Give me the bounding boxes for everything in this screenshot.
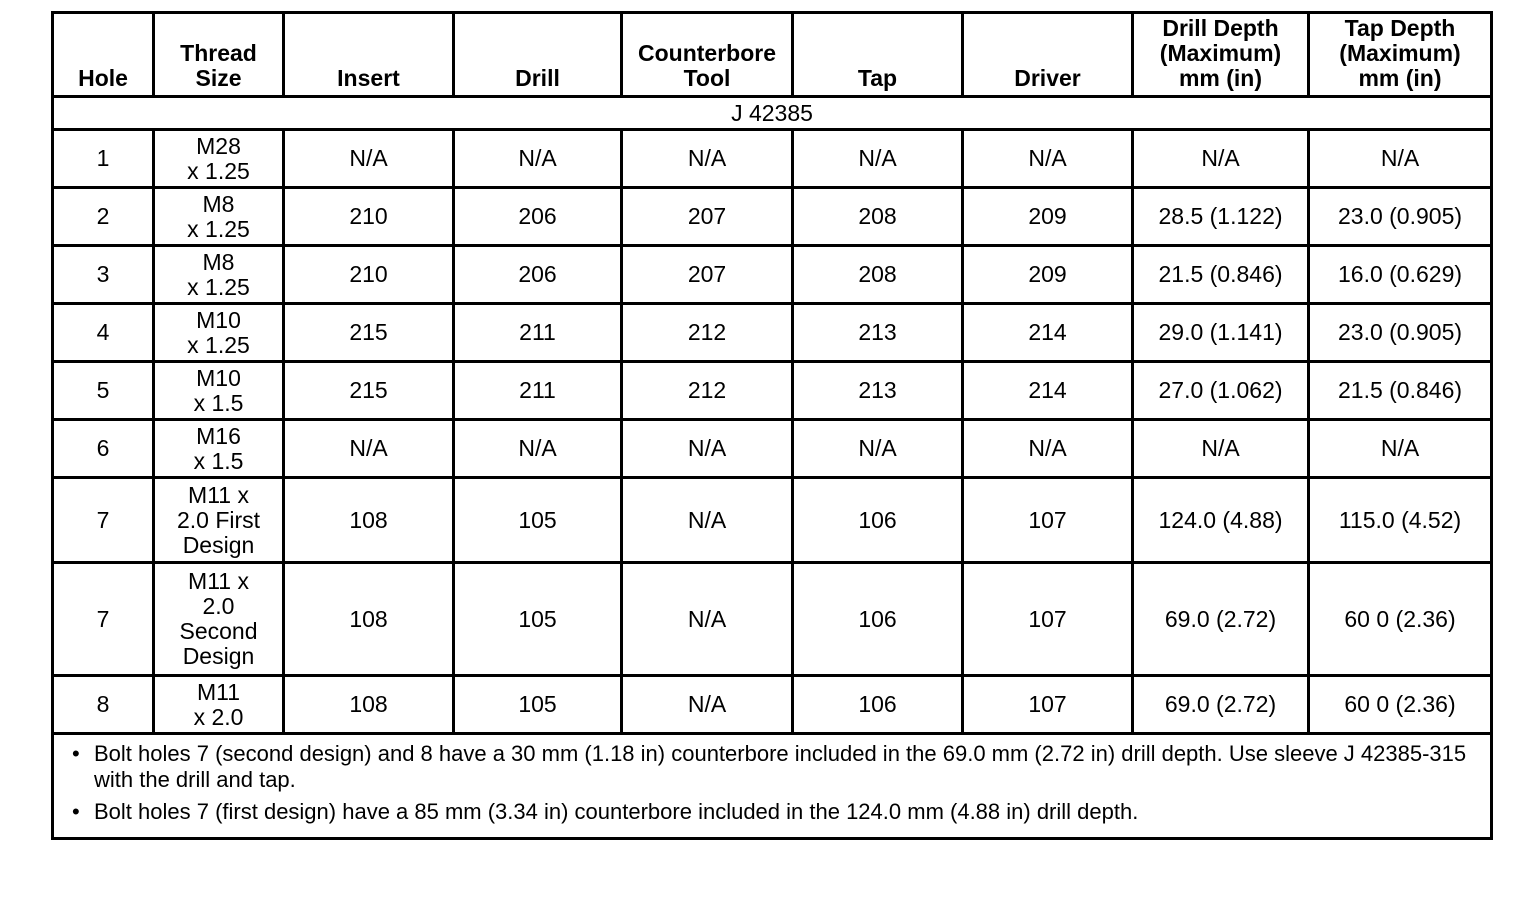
cell-hole: 7 — [53, 563, 154, 676]
table-row — [53, 246, 1492, 304]
cell-drill-depth: 69.0 (2.72) — [1133, 676, 1309, 734]
cell-insert: N/A — [284, 130, 454, 188]
cell-thread-size: M11 x 2.0 First Design — [154, 478, 284, 563]
header-hole: Hole — [53, 13, 154, 97]
header-row — [53, 13, 1492, 97]
cell-tap-depth: N/A — [1309, 420, 1492, 478]
cell-tap: 208 — [793, 246, 963, 304]
group-label: J 42385 — [53, 97, 1492, 130]
cell-tap: 213 — [793, 304, 963, 362]
cell-tap-depth: 115.0 (4.52) — [1309, 478, 1492, 563]
header-tap-depth: Tap Depth (Maximum) mm (in) — [1309, 13, 1492, 97]
cell-driver: 107 — [963, 563, 1133, 676]
cell-drill-depth: 21.5 (0.846) — [1133, 246, 1309, 304]
cell-thread-size: M8 x 1.25 — [154, 246, 284, 304]
cell-thread-size: M8 x 1.25 — [154, 188, 284, 246]
cell-drill: 105 — [454, 478, 622, 563]
cell-counterbore-tool: 207 — [622, 246, 793, 304]
cell-tap-depth: 23.0 (0.905) — [1309, 188, 1492, 246]
cell-drill-depth: N/A — [1133, 130, 1309, 188]
cell-tap: 106 — [793, 478, 963, 563]
cell-tap: 213 — [793, 362, 963, 420]
cell-driver: 214 — [963, 362, 1133, 420]
group-row — [53, 97, 1492, 130]
table-row — [53, 304, 1492, 362]
cell-drill: 105 — [454, 676, 622, 734]
cell-tap-depth: 60 0 (2.36) — [1309, 563, 1492, 676]
header-insert: Insert — [284, 13, 454, 97]
cell-hole: 3 — [53, 246, 154, 304]
cell-insert: 215 — [284, 304, 454, 362]
cell-drill: 105 — [454, 563, 622, 676]
cell-counterbore-tool: 212 — [622, 362, 793, 420]
cell-counterbore-tool: 207 — [622, 188, 793, 246]
notes-list — [94, 741, 1480, 825]
cell-driver: N/A — [963, 130, 1133, 188]
cell-thread-size: M28 x 1.25 — [154, 130, 284, 188]
cell-counterbore-tool: N/A — [622, 478, 793, 563]
cell-insert: N/A — [284, 420, 454, 478]
cell-hole: 2 — [53, 188, 154, 246]
cell-tap-depth: 60 0 (2.36) — [1309, 676, 1492, 734]
cell-drill: 211 — [454, 304, 622, 362]
cell-drill: N/A — [454, 130, 622, 188]
table-row — [53, 420, 1492, 478]
cell-counterbore-tool: N/A — [622, 130, 793, 188]
cell-drill: 206 — [454, 188, 622, 246]
cell-tap: 208 — [793, 188, 963, 246]
cell-counterbore-tool: 212 — [622, 304, 793, 362]
cell-counterbore-tool: N/A — [622, 420, 793, 478]
note-item: • Bolt holes 7 (second design) and 8 have a 30 mm (1.18 in) counterbore included in the 69.0 mm (2.72 in) drill depth. Use sleeve J 42385-315 with the drill and tap. — [94, 741, 1480, 793]
table-row — [53, 188, 1492, 246]
cell-hole: 4 — [53, 304, 154, 362]
cell-tap-depth: N/A — [1309, 130, 1492, 188]
cell-driver: 209 — [963, 246, 1133, 304]
table-row — [53, 130, 1492, 188]
cell-tap: 106 — [793, 676, 963, 734]
cell-hole: 6 — [53, 420, 154, 478]
cell-thread-size: M11 x 2.0 — [154, 676, 284, 734]
cell-insert: 108 — [284, 478, 454, 563]
cell-thread-size: M16 x 1.5 — [154, 420, 284, 478]
cell-hole: 1 — [53, 130, 154, 188]
table-row — [53, 478, 1492, 563]
header-drill: Drill — [454, 13, 622, 97]
cell-driver: N/A — [963, 420, 1133, 478]
cell-drill-depth: 69.0 (2.72) — [1133, 563, 1309, 676]
cell-thread-size: M10 x 1.5 — [154, 362, 284, 420]
cell-drill-depth: 29.0 (1.141) — [1133, 304, 1309, 362]
cell-hole: 5 — [53, 362, 154, 420]
header-thread-size: Thread Size — [154, 13, 284, 97]
notes-cell — [53, 734, 1492, 839]
cell-tap: 106 — [793, 563, 963, 676]
cell-counterbore-tool: N/A — [622, 563, 793, 676]
cell-counterbore-tool: N/A — [622, 676, 793, 734]
cell-driver: 107 — [963, 478, 1133, 563]
cell-tap-depth: 16.0 (0.629) — [1309, 246, 1492, 304]
header-driver: Driver — [963, 13, 1133, 97]
cell-insert: 108 — [284, 563, 454, 676]
table-row — [53, 676, 1492, 734]
notes-row — [53, 734, 1492, 839]
header-drill-depth: Drill Depth (Maximum) mm (in) — [1133, 13, 1309, 97]
cell-drill-depth: 124.0 (4.88) — [1133, 478, 1309, 563]
cell-driver: 214 — [963, 304, 1133, 362]
cell-drill-depth: 27.0 (1.062) — [1133, 362, 1309, 420]
tool-spec-table — [51, 11, 1493, 840]
cell-tap: N/A — [793, 130, 963, 188]
cell-insert: 215 — [284, 362, 454, 420]
cell-drill-depth: 28.5 (1.122) — [1133, 188, 1309, 246]
cell-hole: 8 — [53, 676, 154, 734]
cell-hole: 7 — [53, 478, 154, 563]
cell-tap-depth: 23.0 (0.905) — [1309, 304, 1492, 362]
cell-drill: N/A — [454, 420, 622, 478]
header-tap: Tap — [793, 13, 963, 97]
cell-driver: 209 — [963, 188, 1133, 246]
cell-drill-depth: N/A — [1133, 420, 1309, 478]
cell-thread-size: M10 x 1.25 — [154, 304, 284, 362]
cell-driver: 107 — [963, 676, 1133, 734]
cell-tap-depth: 21.5 (0.846) — [1309, 362, 1492, 420]
table-row — [53, 563, 1492, 676]
cell-insert: 108 — [284, 676, 454, 734]
cell-drill: 206 — [454, 246, 622, 304]
cell-tap: N/A — [793, 420, 963, 478]
cell-insert: 210 — [284, 246, 454, 304]
header-counterbore-tool: Counterbore Tool — [622, 13, 793, 97]
table-row — [53, 362, 1492, 420]
note-item: • Bolt holes 7 (first design) have a 85 mm (3.34 in) counterbore included in the 124.0 mm (4.88 in) drill depth. — [94, 799, 1480, 825]
cell-thread-size: M11 x 2.0 Second Design — [154, 563, 284, 676]
cell-drill: 211 — [454, 362, 622, 420]
cell-insert: 210 — [284, 188, 454, 246]
